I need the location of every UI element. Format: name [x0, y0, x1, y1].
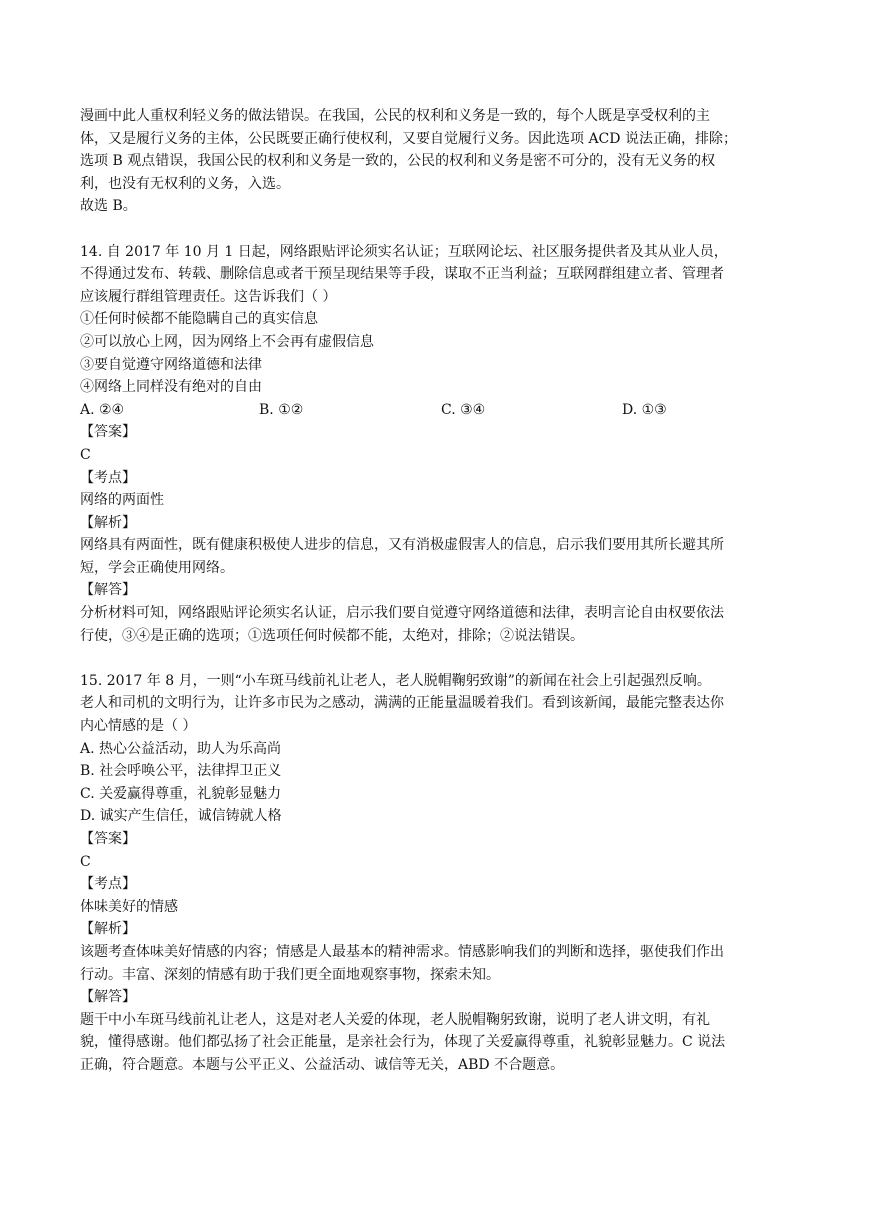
option-c: C. 关爱赢得尊重，礼貌彰显魅力 [80, 785, 282, 802]
solution-heading: 【解答】 [80, 989, 136, 1006]
question-15 [80, 670, 792, 1077]
question-stem: 14. 自 2017 年 10 月 1 日起，网络跟贴评论须实名认证；互联网论坛、社区服务提供者及其从业人员， [80, 243, 728, 260]
statement-item: ③要自觉遵守网络道德和法律 [80, 356, 262, 373]
solution-line: 利，也没有无权利的义务，入选。 [80, 175, 290, 192]
statement-item: ①任何时候都不能隐瞒自己的真实信息 [80, 311, 318, 328]
question-stem: 内心情感的是（ ） [80, 718, 197, 735]
question-14 [80, 241, 792, 648]
solution-text: 貌，懂得感谢。他们都弘扬了社会正能量，是亲社会行为，体现了关爱赢得尊重，礼貌彰显魅力。C 说法 [80, 1034, 726, 1051]
document-page [80, 105, 792, 1077]
knowledge-point: 网络的两面性 [80, 492, 164, 509]
solution-text: 行使，③④是正确的选项；①选项任何时候都不能，太绝对，排除；②说法错误。 [80, 627, 584, 644]
statement-item: ②可以放心上网，因为网络上不会再有虚假信息 [80, 333, 374, 350]
answer-heading: 【答案】 [80, 424, 136, 441]
question-stem: 15. 2017 年 8 月，一则“小车斑马线前礼让老人，老人脱帽鞠躬致谢”的新闻在社会上引起强烈反响。 [80, 672, 711, 689]
answer-heading: 【答案】 [80, 831, 136, 847]
analysis-text: 网络具有两面性，既有健康积极使人进步的信息，又有消极虚假害人的信息，启示我们要用其所长避其所 [80, 537, 724, 554]
solution-text: 题干中小车斑马线前礼让老人，这是对老人关爱的体现，老人脱帽鞠躬致谢，说明了老人讲文明，有礼 [80, 1011, 710, 1028]
solution-line: 选项 B 观点错误，我国公民的权利和义务是一致的，公民的权利和义务是密不可分的，没有无义务的权 [80, 153, 716, 170]
knowledge-point-heading: 【考点】 [80, 876, 136, 893]
statement-item: ④网络上同样没有绝对的自由 [80, 379, 262, 396]
option-c: C. ③④ [441, 401, 486, 418]
question-stem: 不得通过发布、转载、删除信息或者干预呈现结果等手段，谋取不正当利益；互联网群组建立者、管理者 [80, 266, 724, 283]
option-a: A. ②④ [80, 401, 125, 418]
answer-value: C [80, 853, 91, 870]
option-b: B. 社会呼唤公平，法律捍卫正义 [80, 763, 282, 780]
answer-options [80, 399, 792, 422]
question-stem: 应该履行群组管理责任。这告诉我们（ ） [80, 288, 337, 305]
knowledge-point-heading: 【考点】 [80, 469, 136, 486]
analysis-heading: 【解析】 [80, 921, 136, 938]
spacer [80, 647, 792, 670]
analysis-text: 行动。丰富、深刻的情感有助于我们更全面地观察事物，探索未知。 [80, 966, 500, 983]
solution-line: 体，又是履行义务的主体，公民既要正确行使权利，又要自觉履行义务。因此选项 ACD 说法正确，排除； [80, 130, 737, 147]
option-d: D. 诚实产生信任，诚信铸就人格 [80, 808, 282, 825]
option-a: A. 热心公益活动，助人为乐高尚 [80, 740, 282, 757]
option-d: D. ①③ [622, 401, 667, 418]
conclusion-line: 故选 B。 [80, 198, 137, 215]
previous-question-solution [80, 105, 792, 218]
solution-line: 漫画中此人重权利轻义务的做法错误。在我国，公民的权利和义务是一致的，每个人既是享受权利的主 [80, 108, 710, 124]
question-stem: 老人和司机的文明行为，让许多市民为之感动，满满的正能量温暖着我们。看到该新闻，最能完整表达你 [80, 695, 724, 712]
solution-text: 正确，符合题意。本题与公平正义、公益活动、诚信等无关，ABD 不合题意。 [80, 1056, 565, 1073]
analysis-text: 短，学会正确使用网络。 [80, 559, 234, 576]
spacer [80, 218, 792, 241]
analysis-text: 该题考查体味美好情感的内容；情感是人最基本的精神需求。情感影响我们的判断和选择，驱使我们作出 [80, 943, 724, 960]
answer-value: C [80, 446, 91, 463]
analysis-heading: 【解析】 [80, 514, 136, 531]
knowledge-point: 体味美好的情感 [80, 898, 178, 915]
option-b: B. ①② [259, 401, 304, 418]
solution-text: 分析材料可知，网络跟贴评论须实名认证，启示我们要自觉遵守网络道德和法律，表明言论自由权要依法 [80, 605, 724, 622]
solution-heading: 【解答】 [80, 582, 136, 599]
